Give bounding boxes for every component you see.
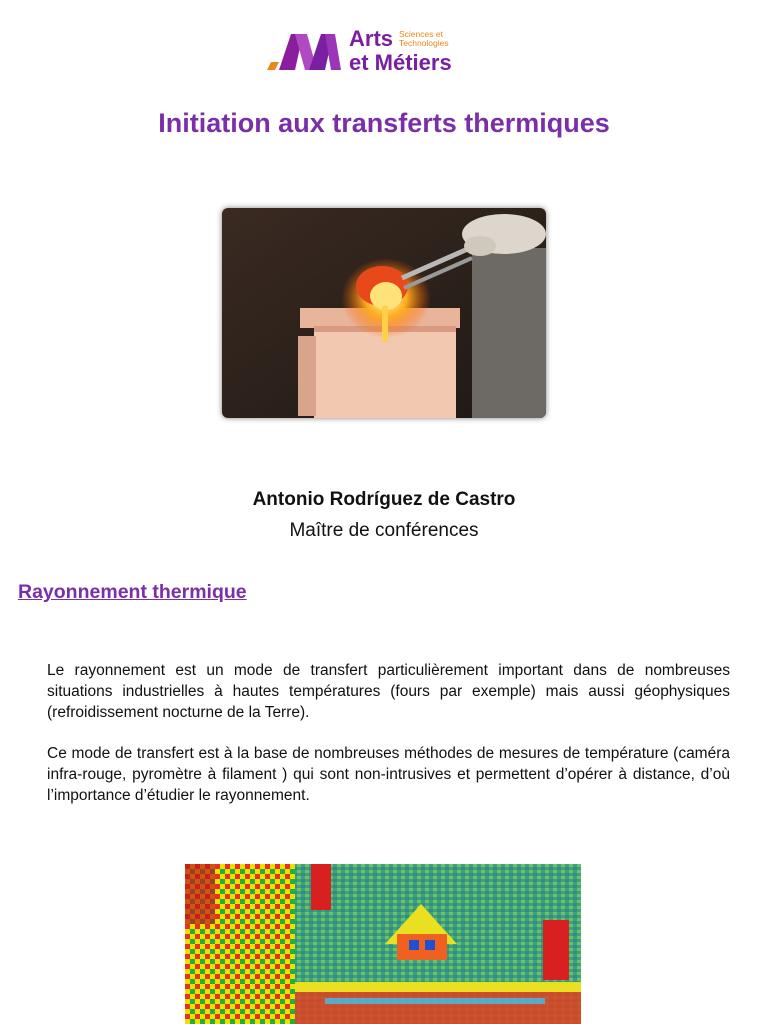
- logo-text-et-metiers: et Métiers: [349, 50, 452, 75]
- arts-et-metiers-logo: [265, 28, 475, 76]
- document-title: Initiation aux transferts thermiques: [158, 108, 610, 138]
- molten-metal-pouring-photo: [222, 208, 546, 418]
- author-role: Maître de conférences: [289, 520, 479, 541]
- logo-text-arts: Arts: [349, 26, 394, 51]
- logo-mark-icon: [265, 30, 345, 74]
- infrared-thermal-roof-image: [185, 864, 581, 1024]
- paragraph: Le rayonnement est un mode de transfert particulièrement important dans de nombreuses situations industrielles à hautes températures (fours par exemple) mais aussi géophysiques (refroidissement nocturne de la Terre).: [47, 662, 730, 721]
- author-name: Antonio Rodríguez de Castro: [252, 489, 516, 510]
- section-heading: Rayonnement thermique: [18, 581, 247, 603]
- logo-tagline: Sciences et Technologies: [399, 29, 449, 48]
- paragraph: Ce mode de transfert est à la base de nombreuses méthodes de mesures de température (caméra infra-rouge, pyromètre à filament ) qui sont non-intrusives et permettent d’opérer à distance, d’où l’importance d’étudier le rayonnement.: [47, 745, 730, 804]
